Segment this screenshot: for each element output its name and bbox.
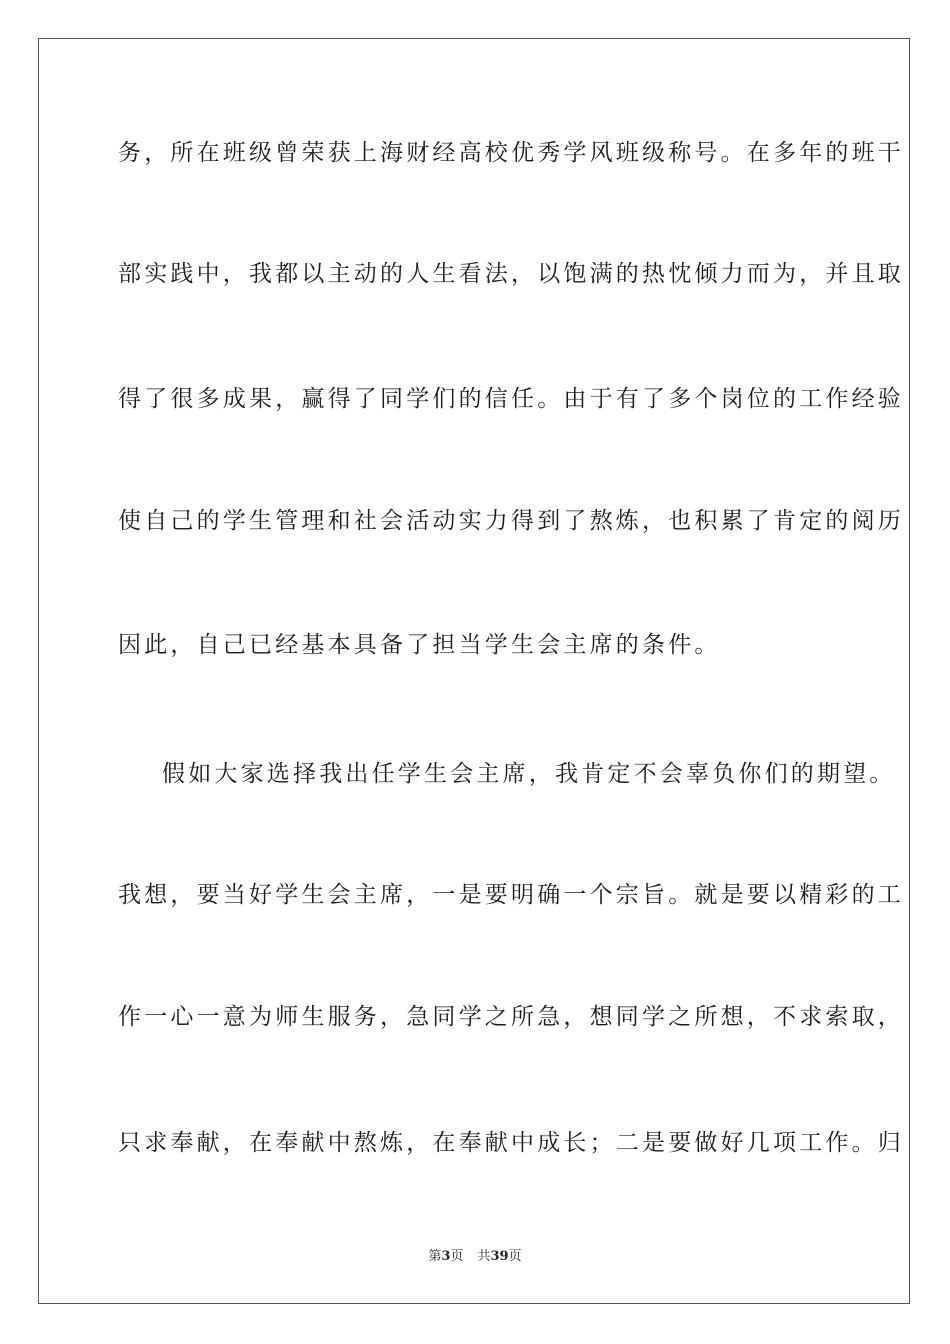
total-prefix: 共 <box>477 1249 491 1264</box>
page-prefix: 第 <box>428 1249 442 1264</box>
total-pages: 39 <box>490 1249 509 1264</box>
page-footer <box>0 1248 950 1266</box>
body-text-line: 因此，自己已经基本具备了担当学生会主席的条件。 <box>118 632 721 658</box>
page-border <box>38 38 910 1304</box>
page-suffix: 页 <box>450 1249 464 1264</box>
paragraph-first-line: 假如大家选择我出任学生会主席，我肯定不会辜负你们的期望。 <box>162 761 896 787</box>
page-number: 3 <box>441 1249 451 1264</box>
body-text-line: 我想，要当好学生会主席，一是要明确一个宗旨。就是要以精彩的工 <box>118 882 904 908</box>
body-text-line: 得了很多成果，赢得了同学们的信任。由于有了多个岗位的工作经验 <box>118 386 904 412</box>
body-text-line: 作一心一意为师生服务，急同学之所急，想同学之所想，不求索取， <box>118 1004 904 1030</box>
body-text-line: 部实践中，我都以主动的人生看法，以饱满的热忱倾力而为，并且取 <box>118 261 904 287</box>
body-text-line: 务，所在班级曾荣获上海财经高校优秀学风班级称号。在多年的班干 <box>118 140 904 166</box>
total-suffix: 页 <box>508 1249 522 1264</box>
body-text-line: 使自己的学生管理和社会活动实力得到了熬炼，也积累了肯定的阅历 <box>118 508 904 534</box>
body-text-line: 只求奉献，在奉献中熬炼，在奉献中成长；二是要做好几项工作。归 <box>118 1130 904 1156</box>
